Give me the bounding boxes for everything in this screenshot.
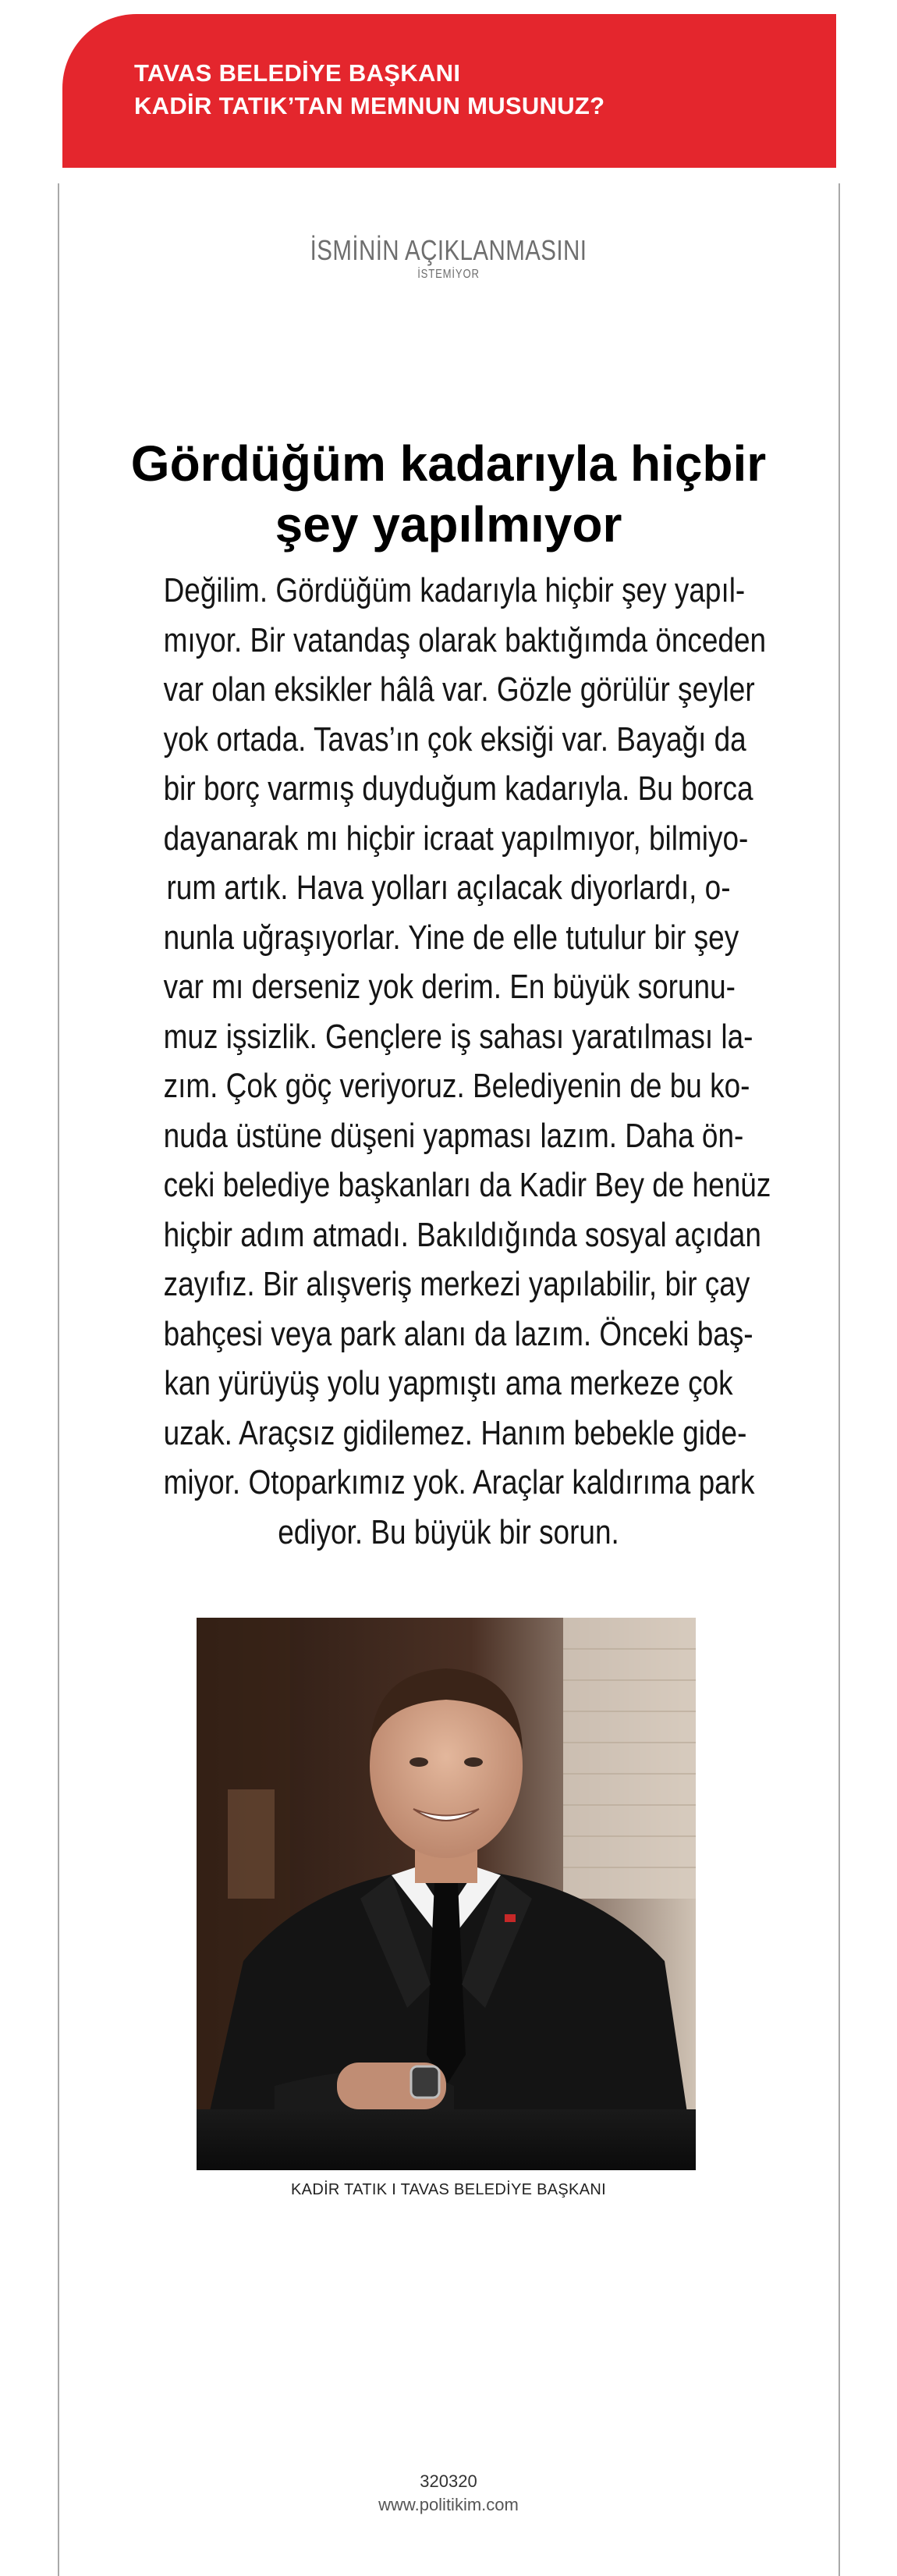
mayor-photo <box>197 1618 696 2170</box>
photo-caption: KADİR TATIK I TAVAS BELEDİYE BAŞKANI <box>291 2181 606 2198</box>
header-title-line2: KADİR TATIK’TAN MEMNUN MUSUNUZ? <box>134 92 605 119</box>
body-line: Değilim. Gördüğüm kadarıyla hiçbir şey yapıl- <box>163 571 746 609</box>
article-headline: Gördüğüm kadarıyla hiçbir şey yapılmıyor <box>130 435 767 553</box>
body-line: var olan eksikler hâlâ var. Gözle görülür şeyler <box>163 670 755 709</box>
header-title-line1: TAVAS BELEDİYE BAŞKANI <box>134 59 461 87</box>
body-line: nunla uğraşıyorlar. Yine de elle tutulur bir şey <box>163 918 739 957</box>
body-line: hiçbir adım atmadı. Bakıldığında sosyal açıdan <box>163 1215 761 1254</box>
body-line: dayanarak mı hiçbir icraat yapılmıyor, bilmiyo- <box>163 819 749 858</box>
page-number: 320320 <box>420 2471 477 2491</box>
body-line: var mı derseniz yok derim. En büyük sorunu- <box>163 968 736 1006</box>
body-line: bir borç varmış duyduğum kadarıyla. Bu borca <box>163 769 753 808</box>
body-line: yok ortada. Tavas’ın çok eksiği var. Bayağı da <box>163 720 746 759</box>
body-line: zım. Çok göç veriyoruz. Belediyenin de bu ko- <box>163 1067 750 1105</box>
body-line: nuda üstüne düşeni yapması lazım. Daha ön- <box>163 1116 744 1155</box>
respondent-name: İSMİNİN AÇIKLANMASINI <box>310 234 587 266</box>
left-frame-rule <box>58 183 59 2576</box>
body-line: ceki belediye başkanları da Kadir Bey de henüz <box>163 1166 771 1204</box>
body-line: miyor. Otoparkımız yok. Araçlar kaldırıma park <box>163 1463 755 1501</box>
body-line: ediyor. Bu büyük bir sorun. <box>278 1512 619 1551</box>
body-line: mıyor. Bir vatandaş olarak baktığımda önceden <box>163 620 767 659</box>
respondent-subtitle: İSTEMİYOR <box>417 268 480 281</box>
body-line: uzak. Araçsız gidilemez. Hanım bebekle gide- <box>163 1413 747 1452</box>
body-line: zayıfız. Bir alışveriş merkezi yapılabilir, bir çay <box>163 1265 750 1303</box>
article-body <box>109 566 788 1557</box>
site-url: www.politikim.com <box>378 2495 519 2514</box>
header-banner <box>62 14 836 168</box>
body-line: kan yürüyüş yolu yapmıştı ama merkeze çok <box>164 1364 733 1402</box>
body-line: rum artık. Hava yolları açılacak diyorlardı, o- <box>166 869 731 907</box>
right-frame-rule <box>838 183 840 2576</box>
respondent-block <box>0 234 897 282</box>
page-footer <box>0 2470 897 2517</box>
body-line: bahçesi veya park alanı da lazım. Önceki baş- <box>163 1314 753 1353</box>
body-line: muz işsizlik. Gençlere iş sahası yaratılması la- <box>163 1017 753 1056</box>
